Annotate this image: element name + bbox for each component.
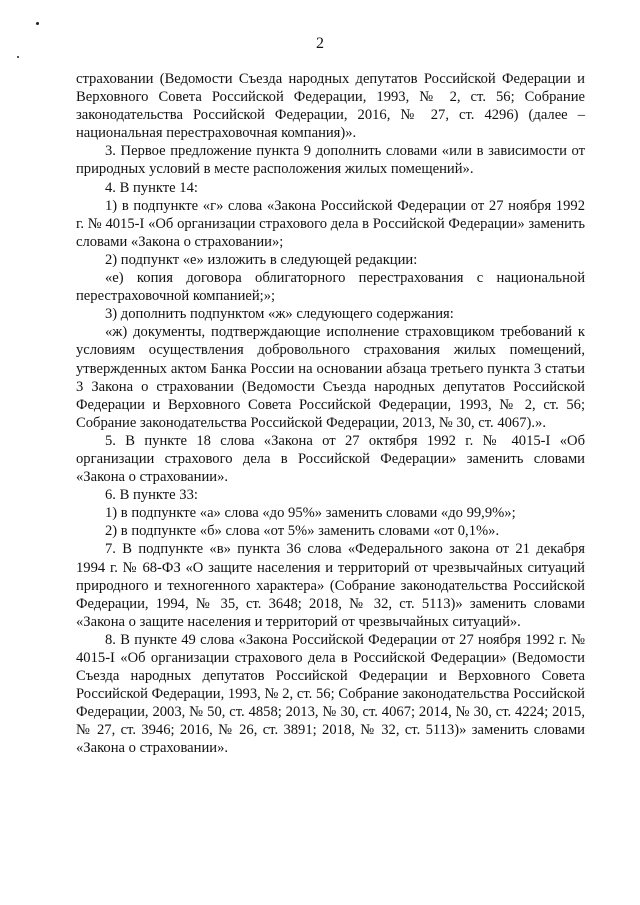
document-paragraph: 2) в подпункте «б» слова «от 5%» заменить словами «от 0,1%». xyxy=(105,523,500,540)
document-paragraph: 8. В пункте 49 слова «Закона Российской Федерации от 27 ноября 1992 г. № 4015-I «Об организации страхового дела в Российской Федерации» (Ведомости Съезда народных депутатов Российской Федерации и Верховного Совета Российской Федерации, 1993, № 2, ст. 56; Собрание законодательства Российской Федерации, 2003, № 50, ст. 4858; 2013, № 30, ст. 4067; 2014, № 30, ст. 4224; 2015, № 27, ст. 3946; 2016, № 26, ст. 3891; 2018, № 32, ст. 5113)» заменить словами «Закона о страховании». xyxy=(76,631,585,757)
document-paragraph: 3) дополнить подпунктом «ж» следующего содержания: xyxy=(105,306,454,323)
document-paragraph: «ж) документы, подтверждающие исполнение страховщиком требований к условиям осуществления добровольного страхования жилых помещений, утвержденных актом Банка России на основании абзаца третьего пункта 3 статьи 3 Закона о страховании (Ведомости Съезда народных депутатов Российской Федерации и Верховного Совета Российской Федерации, 1993, № 2, ст. 56; Собрание законодательства Российской Федерации, 2013, № 30, ст. 4067).». xyxy=(76,324,585,431)
document-paragraph: 7. В подпункте «в» пункта 36 слова «Федерального закона от 21 декабря 1994 г. № 68-ФЗ «О защите населения и территорий от чрезвычайных ситуаций природного и техногенного характера» (Собрание законодательства Российской Федерации, 1994, № 35, ст. 3648; 2018, № 32, ст. 5113)» заменить словами «Закона о защите населения и территорий от чрезвычайных ситуаций». xyxy=(76,541,585,630)
document-paragraph: страховании (Ведомости Съезда народных депутатов Российской Федерации и Верховного Совета Российской Федерации, 1993, № 2, ст. 56; Собрание законодательства Российской Федерации, 2016, № 27, ст. 4296) (далее – национальная перестраховочная компания)». xyxy=(76,71,585,142)
document-paragraph: 4. В пункте 14: xyxy=(105,179,198,196)
document-paragraph: 1) в подпункте «г» слова «Закона Российской Федерации от 27 ноября 1992 г. № 4015-I «Об организации страхового дела в Российской Федерации» заменить словами «Закона о страховании»; xyxy=(76,197,585,250)
document-paragraph: 3. Первое предложение пункта 9 дополнить словами «или в зависимости от природных условий в месте расположения жилых помещений». xyxy=(76,143,585,178)
document-paragraph: «е) копия договора облигаторного перестрахования с национальной перестраховочной компанией;»; xyxy=(76,270,585,305)
page-number: 2 xyxy=(316,35,324,52)
document-paragraph: 6. В пункте 33: xyxy=(105,487,198,504)
document-paragraph: 2) подпункт «е» изложить в следующей редакции: xyxy=(105,251,418,268)
scan-speck xyxy=(36,22,39,25)
scan-speck xyxy=(17,56,19,58)
document-paragraph: 5. В пункте 18 слова «Закона от 27 октября 1992 г. № 4015-I «Об организации страхового дела в Российской Федерации» заменить словами «Закона о страховании». xyxy=(76,432,585,486)
document-body xyxy=(76,70,585,758)
document-paragraph: 1) в подпункте «а» слова «до 95%» заменить словами «до 99,9%»; xyxy=(105,505,516,522)
